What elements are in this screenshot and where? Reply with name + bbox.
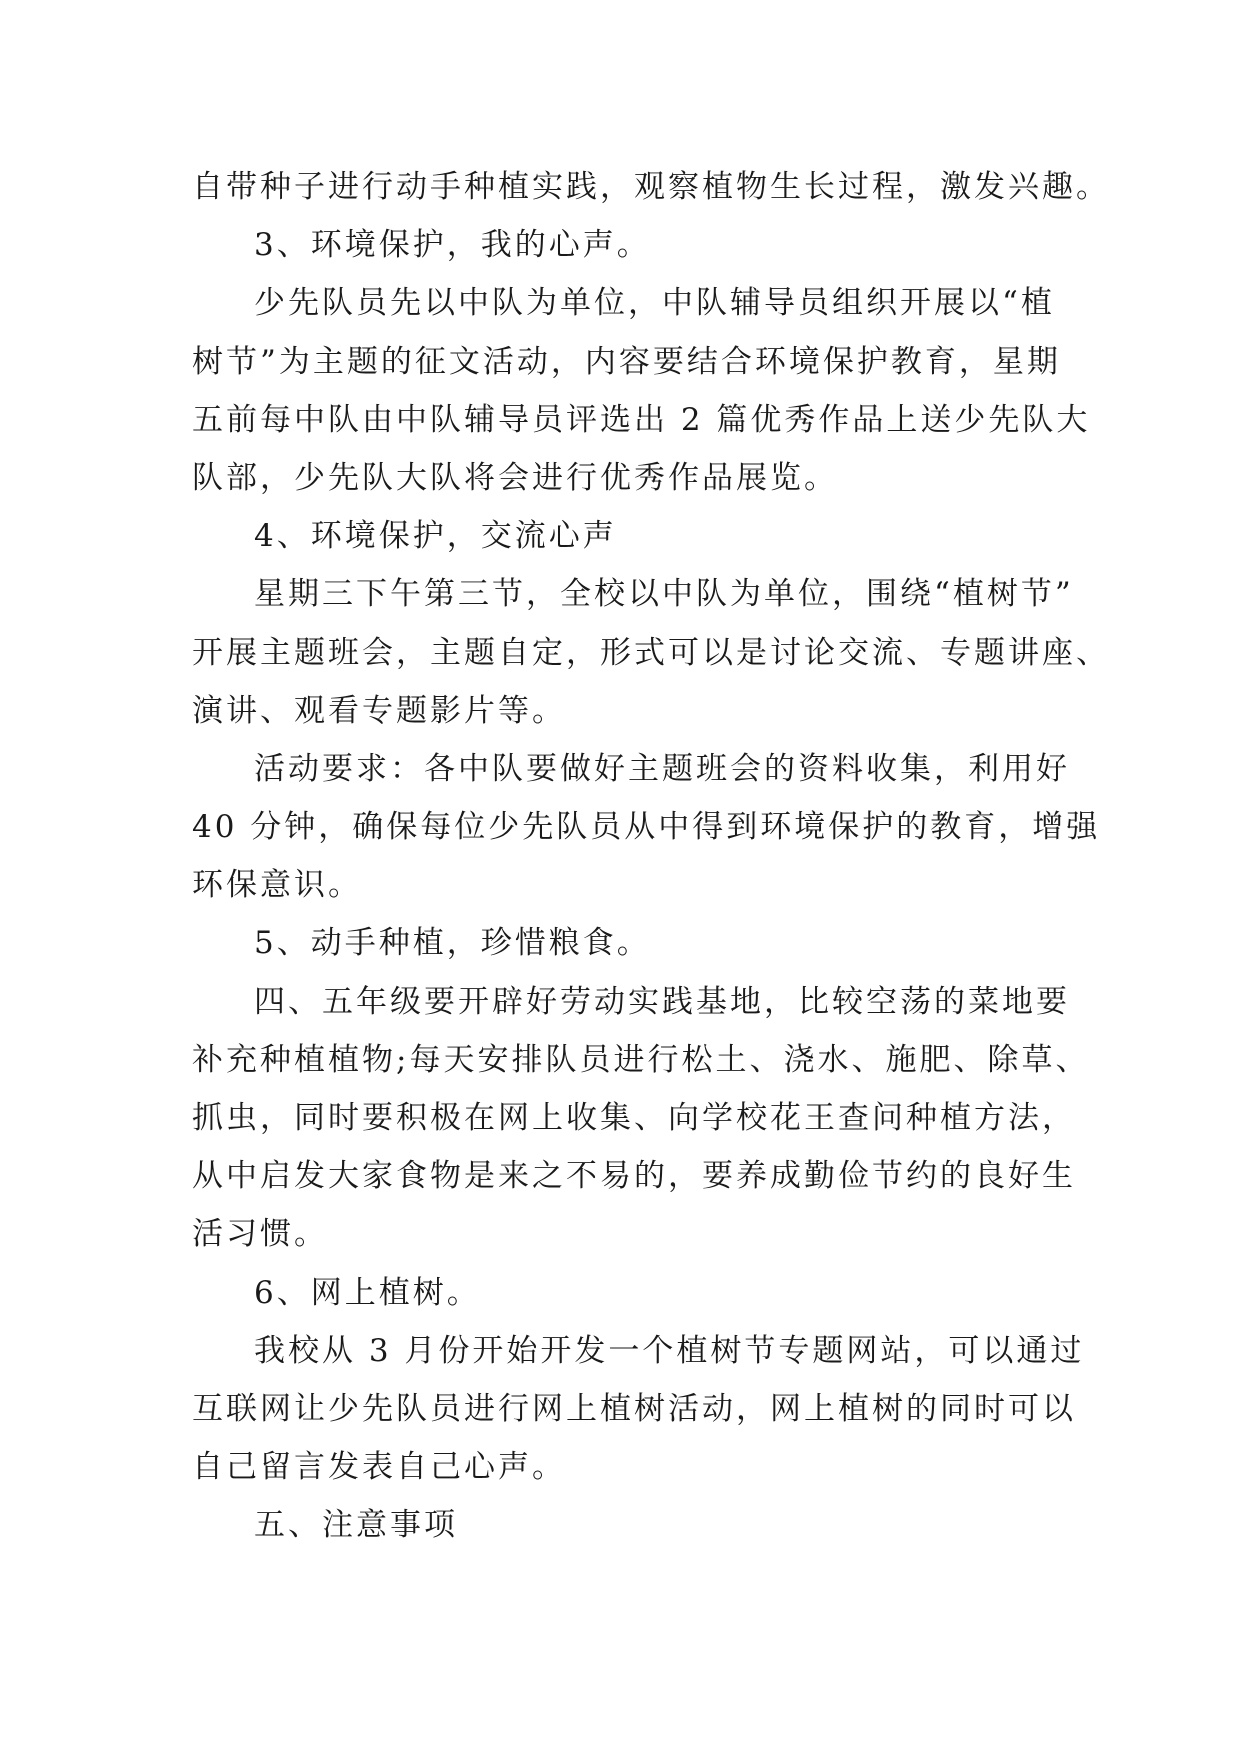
body-line: 抓虫，同时要积极在网上收集、向学校花王查问种植方法， bbox=[192, 1100, 1076, 1136]
section-heading: 6、网上植树。 bbox=[254, 1274, 481, 1311]
body-line: 活动要求：各中队要做好主题班会的资料收集，利用好 bbox=[254, 750, 1070, 787]
body-line: 40 分钟，确保每位少先队员从中得到环境保护的教育，增强 bbox=[192, 809, 1101, 846]
section-heading: 5、动手种植，珍惜粮食。 bbox=[254, 925, 651, 962]
document-body bbox=[192, 158, 1110, 1555]
body-line: 树节”为主题的征文活动，内容要结合环境保护教育，星期 bbox=[192, 343, 1061, 380]
body-line: 星期三下午第三节，全校以中队为单位，围绕“植树节” bbox=[254, 576, 1074, 613]
body-line: 自带种子进行动手种植实践，观察植物生长过程，激发兴趣。 bbox=[192, 169, 1110, 205]
body-line: 环保意识。 bbox=[192, 867, 362, 904]
body-line: 队部，少先队大队将会进行优秀作品展览。 bbox=[192, 459, 838, 496]
body-line: 补充种植植物;每天安排队员进行松土、浇水、施肥、除草、 bbox=[192, 1041, 1090, 1078]
body-line: 开展主题班会，主题自定，形式可以是讨论交流、专题讲座、 bbox=[192, 634, 1110, 671]
body-line: 互联网让少先队员进行网上植树活动，网上植树的同时可以 bbox=[192, 1390, 1076, 1427]
body-line: 从中启发大家食物是来之不易的，要养成勤俭节约的良好生 bbox=[192, 1158, 1076, 1195]
section-heading: 五、注意事项 bbox=[254, 1507, 458, 1544]
section-heading: 3、环境保护，我的心声。 bbox=[254, 227, 651, 264]
body-line: 四、五年级要开辟好劳动实践基地，比较空荡的菜地要 bbox=[254, 983, 1070, 1020]
section-heading: 4、环境保护，交流心声 bbox=[254, 518, 617, 555]
body-line: 活习惯。 bbox=[192, 1216, 328, 1253]
body-line: 我校从 3 月份开始开发一个植树节专题网站，可以通过 bbox=[254, 1332, 1085, 1369]
body-line: 少先队员先以中队为单位，中队辅导员组织开展以“植 bbox=[254, 285, 1055, 322]
body-line: 自己留言发表自己心声。 bbox=[192, 1449, 566, 1486]
body-line: 演讲、观看专题影片等。 bbox=[192, 692, 566, 729]
body-line: 五前每中队由中队辅导员评选出 2 篇优秀作品上送少先队大 bbox=[192, 401, 1091, 438]
